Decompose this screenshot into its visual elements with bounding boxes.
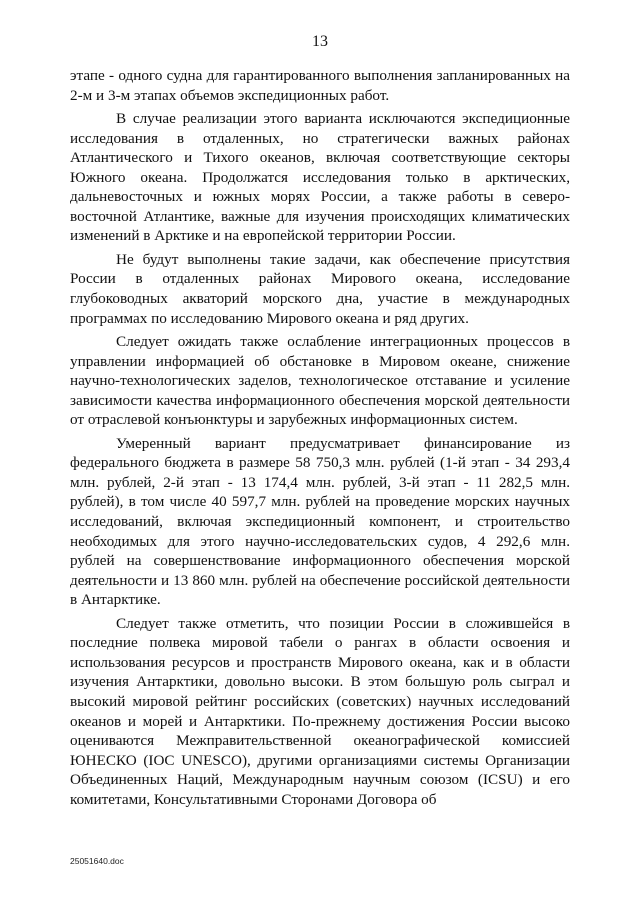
paragraph: Умеренный вариант предусматривает финансирование из федерального бюджета в размере 58 750,3 млн. рублей (1-й этап - 34 293,4 млн. рублей, 2-й этап - 13 174,4 млн. рублей, 3-й этап - 11 282,5 млн. рублей), в том числе 40 597,7 млн. рублей на проведение морских научных исследований, включая экспедиционный компонент, и строительство необходимых для этого научно-исследовательских судов, 4 292,6 млн. рублей на совершенствование информационного обеспечения морской деятельности и 13 860 млн. рублей на обеспечение российской деятельности в Антарктике. [70,434,570,609]
paragraph: Следует ожидать также ослабление интеграционных процессов в управлении информацией об обстановке в Мировом океане, снижение научно-технологических заделов, технологическое отставание и усиление зависимости качества информационного обеспечения морской деятельности от отраслевой конъюнктуры и зарубежных информационных систем. [70,333,570,429]
document-body [70,66,570,813]
paragraph: Не будут выполнены такие задачи, как обеспечение присутствия России в отдаленных районах Мирового океана, исследование глубоководных акваторий морского дна, участие в международных программах по исследованию Мирового океана и ряд других. [70,250,570,327]
paragraph: Следует также отметить, что позиции России в сложившейся в последние полвека мировой табели о рангах в области освоения и использования ресурсов и пространств Мирового океана, как и в области изучения Антарктики, довольно высоки. В этом большую роль сыграл и высокий мировой рейтинг российских (советских) научных исследований океанов и морей и Антарктики. По-прежнему достижения России высоко оцениваются Межправительственной океанографической комиссией ЮНЕСКО (IOC UNESCO), другими организациями системы Организации Объединенных Наций, Международным научным союзом (ICSU) и его комитетами, Консультативными Сторонами Договора об [70,614,570,808]
document-file-id: 25051640.doc [70,856,124,866]
page-number: 13 [312,33,328,50]
paragraph: В случае реализации этого варианта исключаются экспедиционные исследования в отдаленных, но стратегически важных районах Атлантического и Тихого океанов, включая соответствующие секторы Южного океана. Продолжатся исследования только в арктических, дальневосточных и южных морях России, а также работы в северо-восточной Атлантике, важные для изучения происходящих климатических изменений в Арктике и на европейской территории России. [70,110,570,245]
paragraph-continuation: этапе - одного судна для гарантированного выполнения запланированных на 2-м и 3-м этапах объемов экспедиционных работ. [70,67,570,104]
